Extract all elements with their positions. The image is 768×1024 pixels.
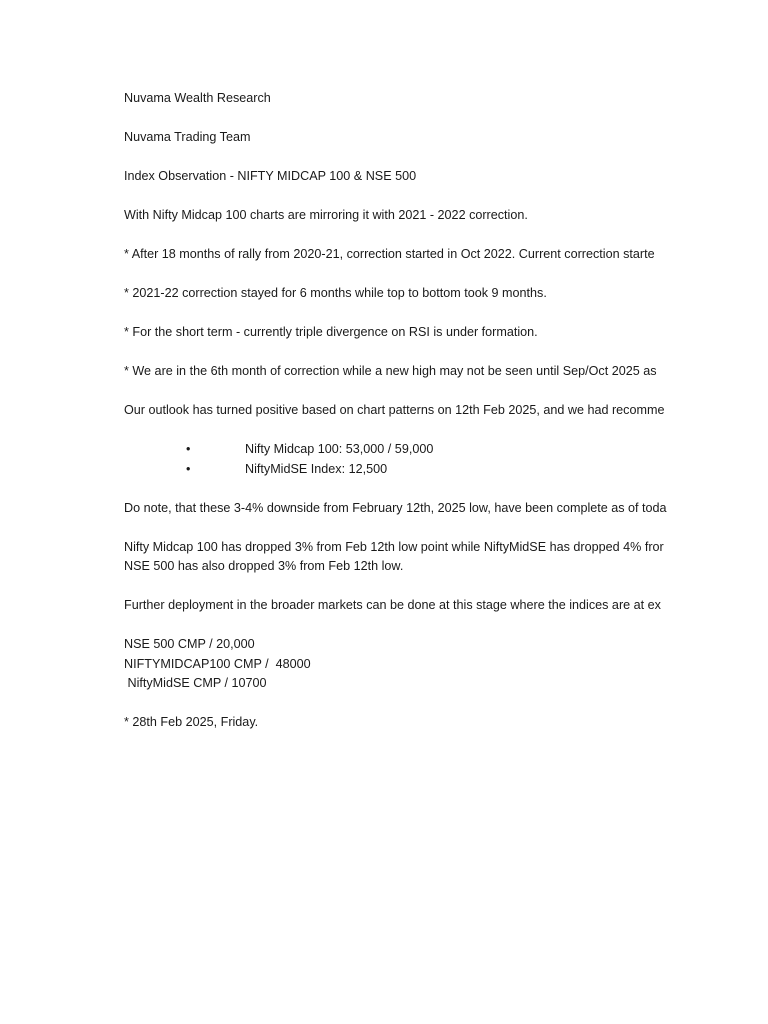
drop-paragraph bbox=[124, 538, 668, 577]
intro-paragraph: With Nifty Midcap 100 charts are mirroring it with 2021 - 2022 correction. bbox=[124, 208, 528, 222]
target-text: NiftyMidSE Index: 12,500 bbox=[245, 461, 388, 476]
deployment-paragraph: Further deployment in the broader markets can be done at this stage where the indices are at ex bbox=[124, 598, 661, 612]
drop-line-1: Nifty Midcap 100 has dropped 3% from Feb 12th low point while NiftyMidSE has dropped 4% fror bbox=[124, 539, 664, 554]
list-item bbox=[124, 460, 668, 480]
document-body bbox=[124, 89, 668, 752]
header-research: Nuvama Wealth Research bbox=[124, 91, 271, 105]
note-paragraph: Do note, that these 3-4% downside from February 12th, 2025 low, have been complete as of toda bbox=[124, 500, 667, 515]
point-1: * After 18 months of rally from 2020-21, correction started in Oct 2022. Current correction starte bbox=[124, 247, 655, 261]
drop-line-2: NSE 500 has also dropped 3% from Feb 12th low. bbox=[124, 559, 404, 573]
point-2: * 2021-22 correction stayed for 6 months while top to bottom took 9 months. bbox=[124, 286, 547, 300]
cmp-nse500: NSE 500 CMP / 20,000 bbox=[124, 637, 255, 651]
target-text: Nifty Midcap 100: 53,000 / 59,000 bbox=[245, 442, 434, 456]
bullet-icon: • bbox=[186, 461, 191, 476]
cmp-niftymidcap100: NIFTYMIDCAP100 CMP / 48000 bbox=[124, 656, 311, 671]
target-list bbox=[124, 440, 668, 479]
subject-line: Index Observation - NIFTY MIDCAP 100 & NSE 500 bbox=[124, 169, 417, 183]
point-4: * We are in the 6th month of correction while a new high may not be seen until Sep/Oct 2025 as bbox=[124, 364, 657, 378]
date-note: * 28th Feb 2025, Friday. bbox=[124, 715, 259, 729]
outlook-paragraph: Our outlook has turned positive based on chart patterns on 12th Feb 2025, and we had recomme bbox=[124, 403, 665, 417]
point-3: * For the short term - currently triple divergence on RSI is under formation. bbox=[124, 325, 538, 339]
header-team: Nuvama Trading Team bbox=[124, 130, 251, 144]
cmp-niftymidse: NiftyMidSE CMP / 10700 bbox=[124, 676, 267, 690]
cmp-block bbox=[124, 635, 668, 694]
bullet-icon: • bbox=[186, 442, 191, 456]
list-item bbox=[124, 440, 668, 460]
